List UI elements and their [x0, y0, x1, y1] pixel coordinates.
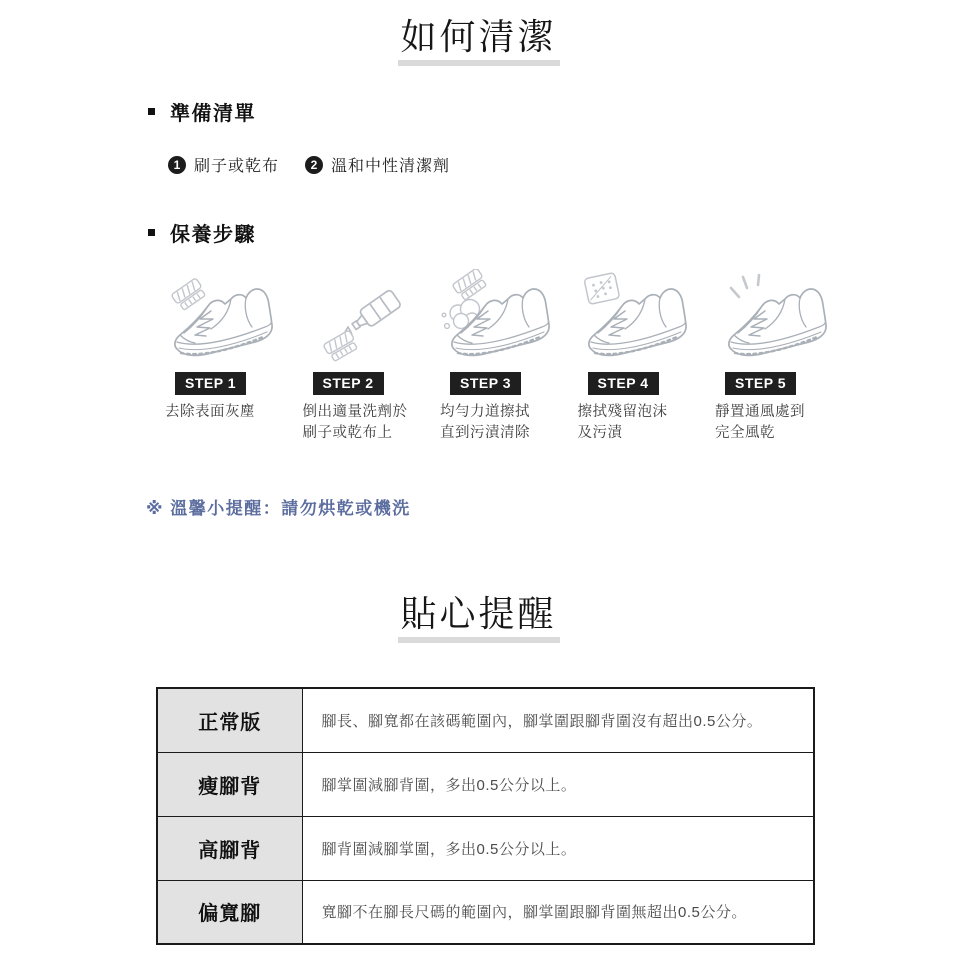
shoe-with-brush-icon: [163, 269, 281, 363]
care-step-5: [713, 269, 851, 444]
fit-type-cell: 瘦腳背: [157, 752, 302, 816]
shoe-brush-foam-icon: [438, 269, 556, 363]
care-steps-row: [163, 269, 957, 444]
fit-type-cell: 偏寬腳: [157, 880, 302, 944]
step-caption-line: 去除表面灰塵: [165, 404, 255, 420]
fit-desc-cell: 寬腳不在腳長尺碼的範圍內，腳掌圍跟腳背圍無超出0.5公分。: [302, 880, 814, 944]
fit-desc-cell: 腳長、腳寬都在該碼範圍內，腳掌圍跟腳背圍沒有超出0.5公分。: [302, 688, 814, 752]
fit-desc-cell: 腳背圍減腳掌圍，多出0.5公分以上。: [302, 816, 814, 880]
care-heading: 保養步驟: [170, 224, 256, 246]
care-step-2: [301, 269, 439, 444]
care-step-4: [576, 269, 714, 444]
step-caption-line: 倒出適量洗劑於: [302, 404, 408, 420]
step-caption: [715, 402, 851, 444]
care-heading-row: [148, 218, 957, 247]
step-caption-line: 及污漬: [577, 425, 623, 441]
shoe-with-cloth-icon: [576, 269, 694, 363]
bullet-square-icon: [148, 229, 155, 236]
circled-number-2-icon: 2: [305, 156, 323, 174]
care-step-1: [163, 269, 301, 444]
step-caption-line: 均勻力道擦拭: [440, 404, 530, 420]
title-underline: [398, 60, 560, 66]
care-step-3: [438, 269, 576, 444]
prepare-item-label: 溫和中性清潔劑: [331, 158, 451, 175]
bullet-square-icon: [148, 108, 155, 115]
step-badge: STEP 2: [313, 372, 384, 395]
circled-number-1-icon: 1: [168, 156, 186, 174]
step-badge: STEP 3: [450, 372, 521, 395]
fit-type-cell: 高腳背: [157, 816, 302, 880]
step-caption-line: 擦拭殘留泡沫: [577, 404, 668, 420]
page-title-clean: 如何清潔: [400, 16, 557, 57]
step-badge: STEP 1: [175, 372, 246, 395]
page-title-tips: 貼心提醒: [400, 593, 557, 634]
table-row: [157, 688, 814, 752]
detergent-bottle-drop-brush-icon: [301, 269, 419, 363]
step-caption: [440, 402, 576, 444]
prepare-item-label: 刷子或乾布: [194, 158, 280, 175]
tips-title-block: [0, 519, 957, 643]
step-caption: [303, 402, 439, 444]
table-row: [157, 880, 814, 944]
table-row: [157, 816, 814, 880]
foot-fit-table: [156, 687, 815, 945]
step-caption: [165, 402, 301, 423]
care-reminder-note: ※ 溫馨小提醒：請勿烘乾或機洗: [146, 499, 411, 518]
step-caption: [578, 402, 714, 444]
step-badge: STEP 4: [588, 372, 659, 395]
step-caption-line: 完全風乾: [715, 425, 775, 441]
prepare-heading-row: [148, 97, 957, 126]
step-caption-line: 直到污漬清除: [440, 425, 530, 441]
prepare-list: [168, 153, 957, 176]
fit-type-cell: 正常版: [157, 688, 302, 752]
title-underline: [398, 637, 560, 643]
shoe-air-dry-icon: [713, 269, 831, 363]
step-badge: STEP 5: [725, 372, 796, 395]
step-caption-line: 刷子或乾布上: [302, 425, 393, 441]
step-caption-line: 靜置通風處到: [715, 404, 805, 420]
list-item: [305, 153, 450, 176]
fit-desc-cell: 腳掌圍減腳背圍，多出0.5公分以上。: [302, 752, 814, 816]
list-item: [168, 153, 279, 176]
table-row: [157, 752, 814, 816]
prepare-heading: 準備清單: [170, 103, 256, 125]
clean-title-block: [0, 0, 957, 66]
